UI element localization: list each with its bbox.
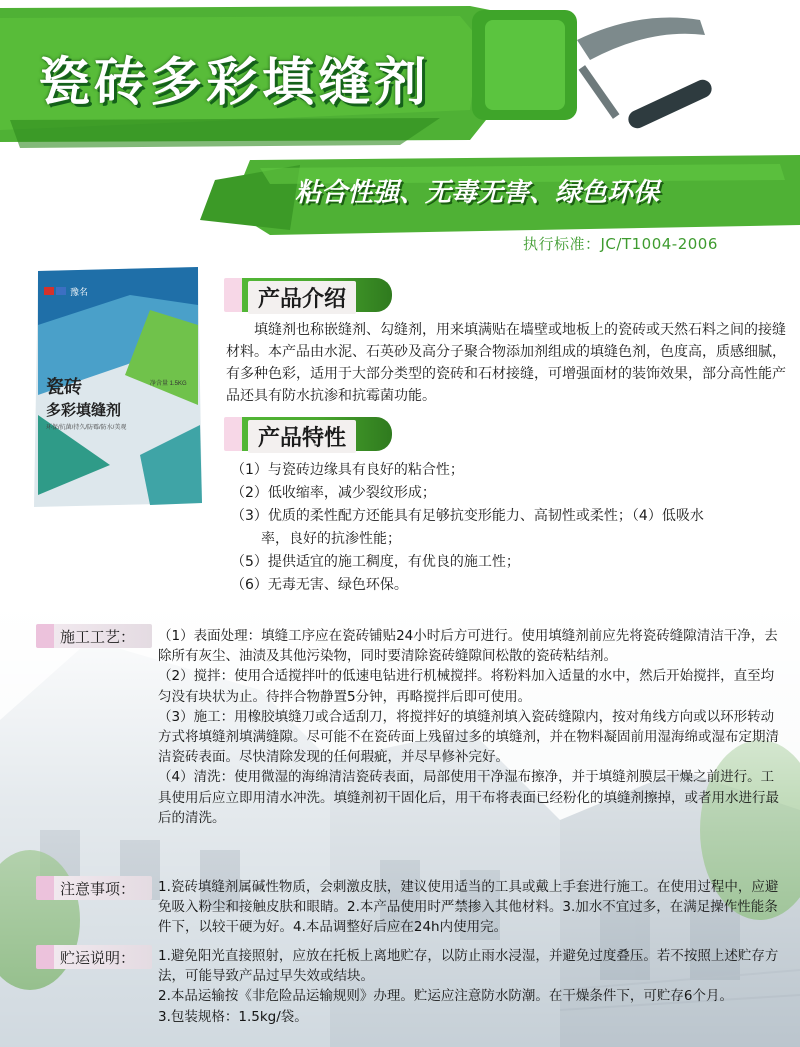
- feature-item: （2）低收缩率，减少裂纹形成；: [231, 485, 436, 501]
- svg-text:瓷砖: 瓷砖: [46, 377, 82, 398]
- slogan: 粘合性强、无毒无害、绿色环保: [295, 178, 660, 208]
- feature-item: （1）与瓷砖边缘具有良好的粘合性；: [231, 462, 464, 478]
- notes-label: 注意事项：: [60, 880, 136, 898]
- paint-roller-icon: [472, 10, 715, 131]
- intro-heading-bar: [224, 278, 392, 312]
- process-label-tag: [36, 624, 152, 648]
- notes-label-tag: [36, 876, 152, 900]
- product-bag-image: [30, 265, 205, 510]
- notes-text: [158, 877, 784, 938]
- feature-item: （3）优质的柔性配方还能具有足够抗变形能力、高韧性或柔性；（4）低吸水: [231, 508, 704, 524]
- storage-label: 贮运说明：: [60, 949, 136, 967]
- process-step: （4）清洗：使用微湿的海绵清洁瓷砖表面，局部使用干净湿布擦净，并于填缝剂膜层干燥之前进行。工具使用后应立即用清水冲洗。填缝剂初干固化后，用干布将表面已经粉化的填缝剂擦掉，或者用水进行最后的清洗。: [158, 769, 779, 826]
- storage-paragraph: 1.避免阳光直接照射，应放在托板上离地贮存，以防止雨水浸湿，并避免过度叠压。若不按照上述贮存方法，可能导致产品过早失效或结块。: [158, 948, 779, 985]
- storage-paragraph: 2.本品运输按《非危险品运输规则》办理。贮运应注意防水防潮。在干燥条件下，可贮存6个月。: [158, 988, 733, 1005]
- process-step: （1）表面处理：填缝工序应在瓷砖铺贴24小时后方可进行。使用填缝剂前应先将瓷砖缝隙清洁干净，去除所有灰尘、油渍及其他污染物，同时要清除瓷砖缝隙间松散的瓷砖粘结剂。: [158, 628, 778, 665]
- features-heading-bar: [224, 417, 392, 451]
- process-label: 施工工艺：: [60, 628, 136, 646]
- standard-label: 执行标准：JC/T1004-2006: [523, 235, 718, 253]
- svg-text:豫名: 豫名: [70, 287, 89, 297]
- process-text: [158, 626, 784, 828]
- feature-item: 率，良好的抗渗性能；: [261, 531, 401, 547]
- features-list: [231, 459, 786, 597]
- notes-paragraph: 1.瓷砖填缝剂属碱性物质，会刺激皮肤，建议使用适当的工具或戴上手套进行施工。在使用过程中，应避免吸入粉尘和接触皮肤和眼睛。2.本产品使用时严禁掺入其他材料。3.加水不宜过多，在满足操作性能条件下，以较干硬为好。4.本品调整好后应在24h内使用完。: [158, 879, 779, 936]
- intro-heading: 产品介绍: [248, 281, 356, 314]
- features-heading: 产品特性: [248, 420, 356, 453]
- storage-text: [158, 946, 784, 1027]
- process-step: （2）搅拌：使用合适搅拌叶的低速电钻进行机械搅拌。将粉料加入适量的水中，然后开始搅拌，直至均匀没有块状为止。待拌合物静置5分钟，再略搅拌后即可使用。: [158, 668, 775, 705]
- intro-text: 填缝剂也称嵌缝剂、勾缝剂，用来填满贴在墙壁或地板上的瓷砖或天然石料之间的接缝材料。本产品由水泥、石英砂及高分子聚合物添加剂组成的填缝色剂，色度高，质感细腻，有多种色彩，适用于大部分类型的瓷砖和石材接缝，可增强面材的装饰效果，部分高性能产品还具有防水抗渗和抗霉菌功能。: [226, 322, 786, 404]
- process-step: （3）施工：用橡胶填缝刀或合适刮刀，将搅拌好的填缝剂填入瓷砖缝隙内，按对角线方向或以环形转动方式将填缝剂填满缝隙。尽可能不在瓷砖面上残留过多的填缝剂，并在物料凝固前用湿海绵或湿布定期清洁瓷砖表面。尽快清除发现的任何瑕疵，并尽早修补完好。: [158, 708, 779, 766]
- storage-label-tag: [36, 945, 152, 969]
- svg-text:环保/抗菌/持久/防霉/防水/美观: 环保/抗菌/持久/防霉/防水/美观: [46, 425, 127, 431]
- page-title: 瓷砖多彩填缝剂: [38, 52, 431, 113]
- svg-text:净含量 1.5KG: 净含量 1.5KG: [150, 381, 187, 387]
- feature-item: （6）无毒无害、绿色环保。: [231, 577, 408, 593]
- feature-item: （5）提供适宜的施工稠度，有优良的施工性；: [231, 554, 520, 570]
- svg-text:多彩填缝剂: 多彩填缝剂: [46, 402, 122, 419]
- storage-paragraph: 3.包装规格：1.5kg/袋。: [158, 1008, 308, 1025]
